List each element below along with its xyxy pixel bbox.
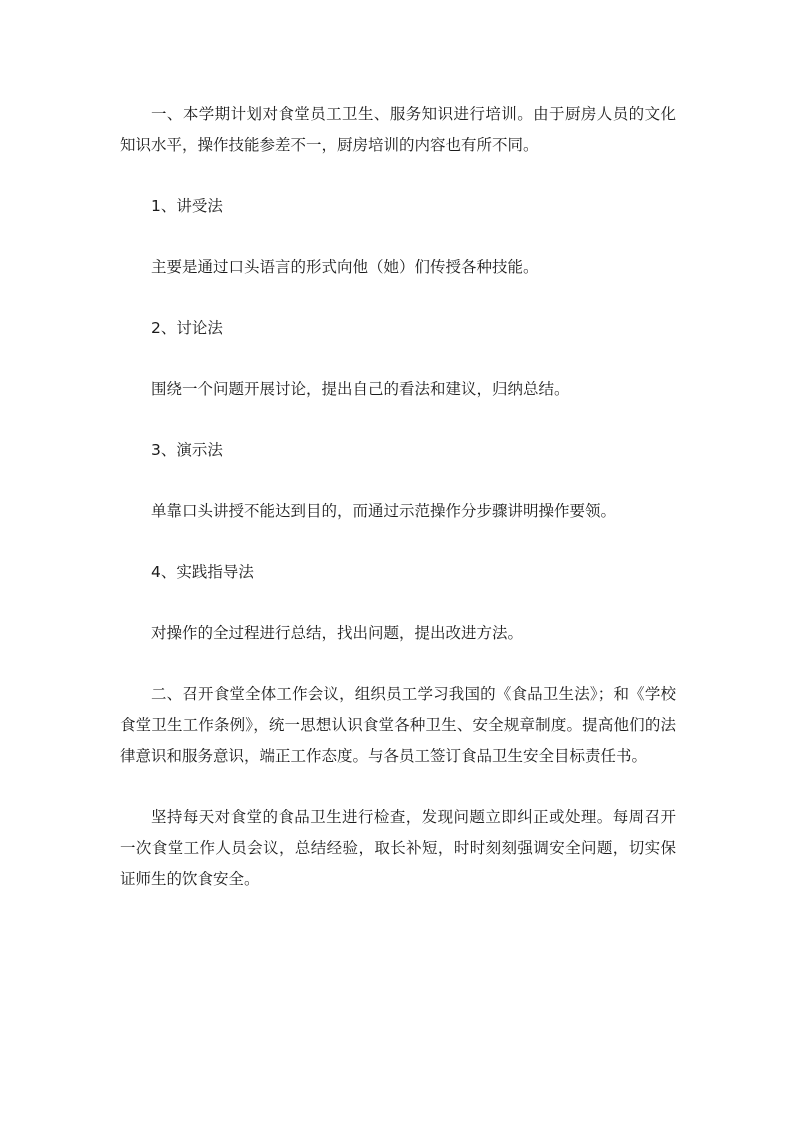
heading-practice-method: 4、实践指导法	[151, 563, 254, 581]
paragraph-discussion-method: 围绕一个问题开展讨论，提出自己的看法和建议，归纳总结。	[151, 380, 570, 398]
heading-discussion-method: 2、讨论法	[151, 319, 223, 337]
paragraph-lecture-method: 主要是通过口头语言的形式向他（她）们传授各种技能。	[151, 258, 539, 276]
heading-lecture-method: 1、讲受法	[151, 197, 223, 215]
heading-demonstration-method: 3、演示法	[151, 441, 223, 459]
paragraph-demonstration-method: 单靠口头讲授不能达到目的，而通过示范操作分步骤讲明操作要领。	[151, 502, 617, 520]
paragraph-training-plan: 一、本学期计划对食堂员工卫生、服务知识进行培训。由于厨房人员的文化知识水平，操作技能参差不一，厨房培训的内容也有所不同。	[120, 105, 676, 154]
paragraph-practice-method: 对操作的全过程进行总结，找出问题，提出改进方法。	[151, 624, 524, 642]
paragraph-staff-meeting: 二、召开食堂全体工作会议，组织员工学习我国的《食品卫生法》；和《学校食堂卫生工作条例》，统一思想认识食堂各种卫生、安全规章制度。提高他们的法律意识和服务意识，端正工作态度。与各员工签订食品卫生安全目标责任书。	[120, 685, 676, 765]
document-body	[120, 99, 676, 895]
paragraph-daily-inspection: 坚持每天对食堂的食品卫生进行检查，发现问题立即纠正或处理。每周召开一次食堂工作人员会议，总结经验，取长补短，时时刻刻强调安全问题，切实保证师生的饮食安全。	[120, 808, 676, 888]
